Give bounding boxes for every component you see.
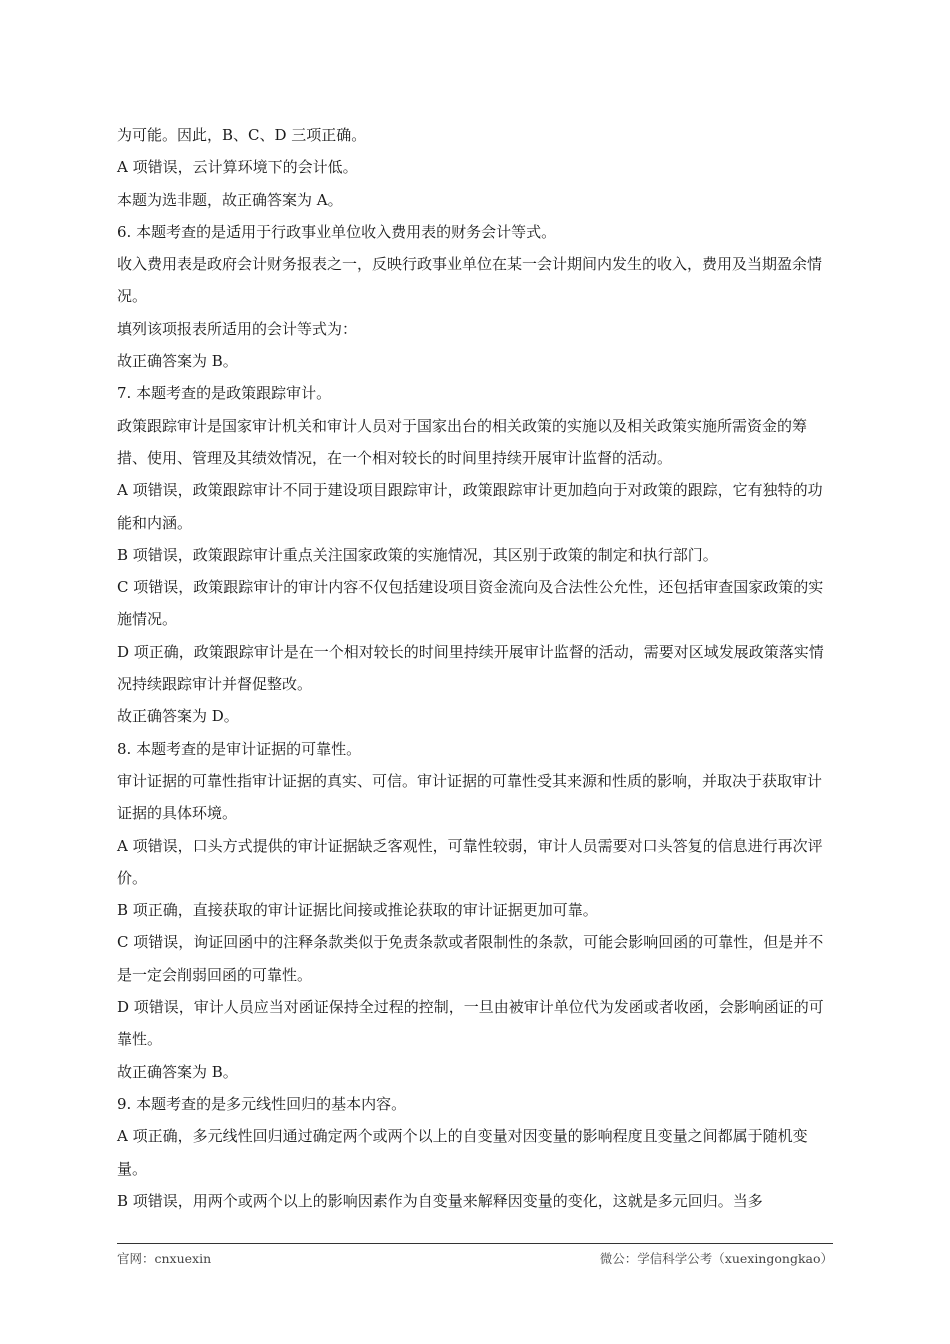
paragraph: 填列该项报表所适用的会计等式为： bbox=[117, 319, 358, 338]
paragraph: 审计证据的可靠性指审计证据的真实、可信。审计证据的可靠性受其来源和性质的影响，并取决于获取审计证据的具体环境。 bbox=[117, 771, 823, 823]
paragraph: 政策跟踪审计是国家审计机关和审计人员对于国家出台的相关政策的实施以及相关政策实施所需资金的筹措、使用、管理及其绩效情况，在一个相对较长的时间里持续开展审计监督的活动。 bbox=[117, 416, 808, 467]
footer-wechat: 微公：学信科学公考（xuexingongkao） bbox=[599, 1251, 833, 1266]
paragraph: A 项错误，口头方式提供的审计证据缺乏客观性，可靠性较弱，审计人员需要对口头答复的信息进行再次评价。 bbox=[117, 836, 823, 887]
footer-divider bbox=[117, 1243, 833, 1244]
answer-line: 故正确答案为 B。 bbox=[117, 1062, 238, 1081]
paragraph: A 项错误，云计算环境下的会计低。 bbox=[117, 158, 358, 177]
paragraph: C 项错误，政策跟踪审计的审计内容不仅包括建设项目资金流向及合法性公允性，还包括审查国家政策的实施情况。 bbox=[117, 578, 824, 629]
document-body bbox=[117, 119, 833, 1217]
question-heading: 8. 本题考查的是审计证据的可靠性。 bbox=[117, 739, 362, 758]
paragraph: A 项错误，政策跟踪审计不同于建设项目跟踪审计，政策跟踪审计更加趋向于对政策的跟踪，它有独特的功能和内涵。 bbox=[117, 481, 823, 532]
footer-website: 官网：cnxuexin bbox=[117, 1251, 212, 1266]
question-heading: 7. 本题考查的是政策跟踪审计。 bbox=[117, 384, 332, 403]
question-heading: 9. 本题考查的是多元线性回归的基本内容。 bbox=[117, 1094, 407, 1113]
paragraph: D 项错误，审计人员应当对函证保持全过程的控制，一旦由被审计单位代为发函或者收函，会影响函证的可靠性。 bbox=[117, 998, 824, 1049]
answer-line: 故正确答案为 D。 bbox=[117, 707, 239, 726]
answer-line: 故正确答案为 B。 bbox=[117, 352, 238, 371]
paragraph: D 项正确，政策跟踪审计是在一个相对较长的时间里持续开展审计监督的活动，需要对区域发展政策落实情况持续跟踪审计并督促整改。 bbox=[117, 642, 824, 694]
paragraph: B 项错误，政策跟踪审计重点关注国家政策的实施情况，其区别于政策的制定和执行部门。 bbox=[117, 545, 718, 564]
paragraph: B 项错误，用两个或两个以上的影响因素作为自变量来解释因变量的变化，这就是多元回归。当多 bbox=[117, 1191, 763, 1210]
page-footer bbox=[117, 1249, 833, 1267]
paragraph: C 项错误，询证回函中的注释条款类似于免责条款或者限制性的条款，可能会影响回函的可靠性，但是并不是一定会削弱回函的可靠性。 bbox=[117, 933, 824, 984]
paragraph: A 项正确，多元线性回归通过确定两个或两个以上的自变量对因变量的影响程度且变量之间都属于随机变量。 bbox=[117, 1127, 808, 1178]
question-heading: 6. 本题考查的是适用于行政事业单位收入费用表的财务会计等式。 bbox=[117, 222, 557, 241]
paragraph: 本题为选非题，故正确答案为 A。 bbox=[117, 190, 343, 209]
paragraph: 为可能。因此，B、C、D 三项正确。 bbox=[117, 126, 367, 144]
paragraph: B 项正确，直接获取的审计证据比间接或推论获取的审计证据更加可靠。 bbox=[117, 901, 598, 920]
paragraph: 收入费用表是政府会计财务报表之一，反映行政事业单位在某一会计期间内发生的收入，费用及当期盈余情况。 bbox=[117, 255, 823, 306]
